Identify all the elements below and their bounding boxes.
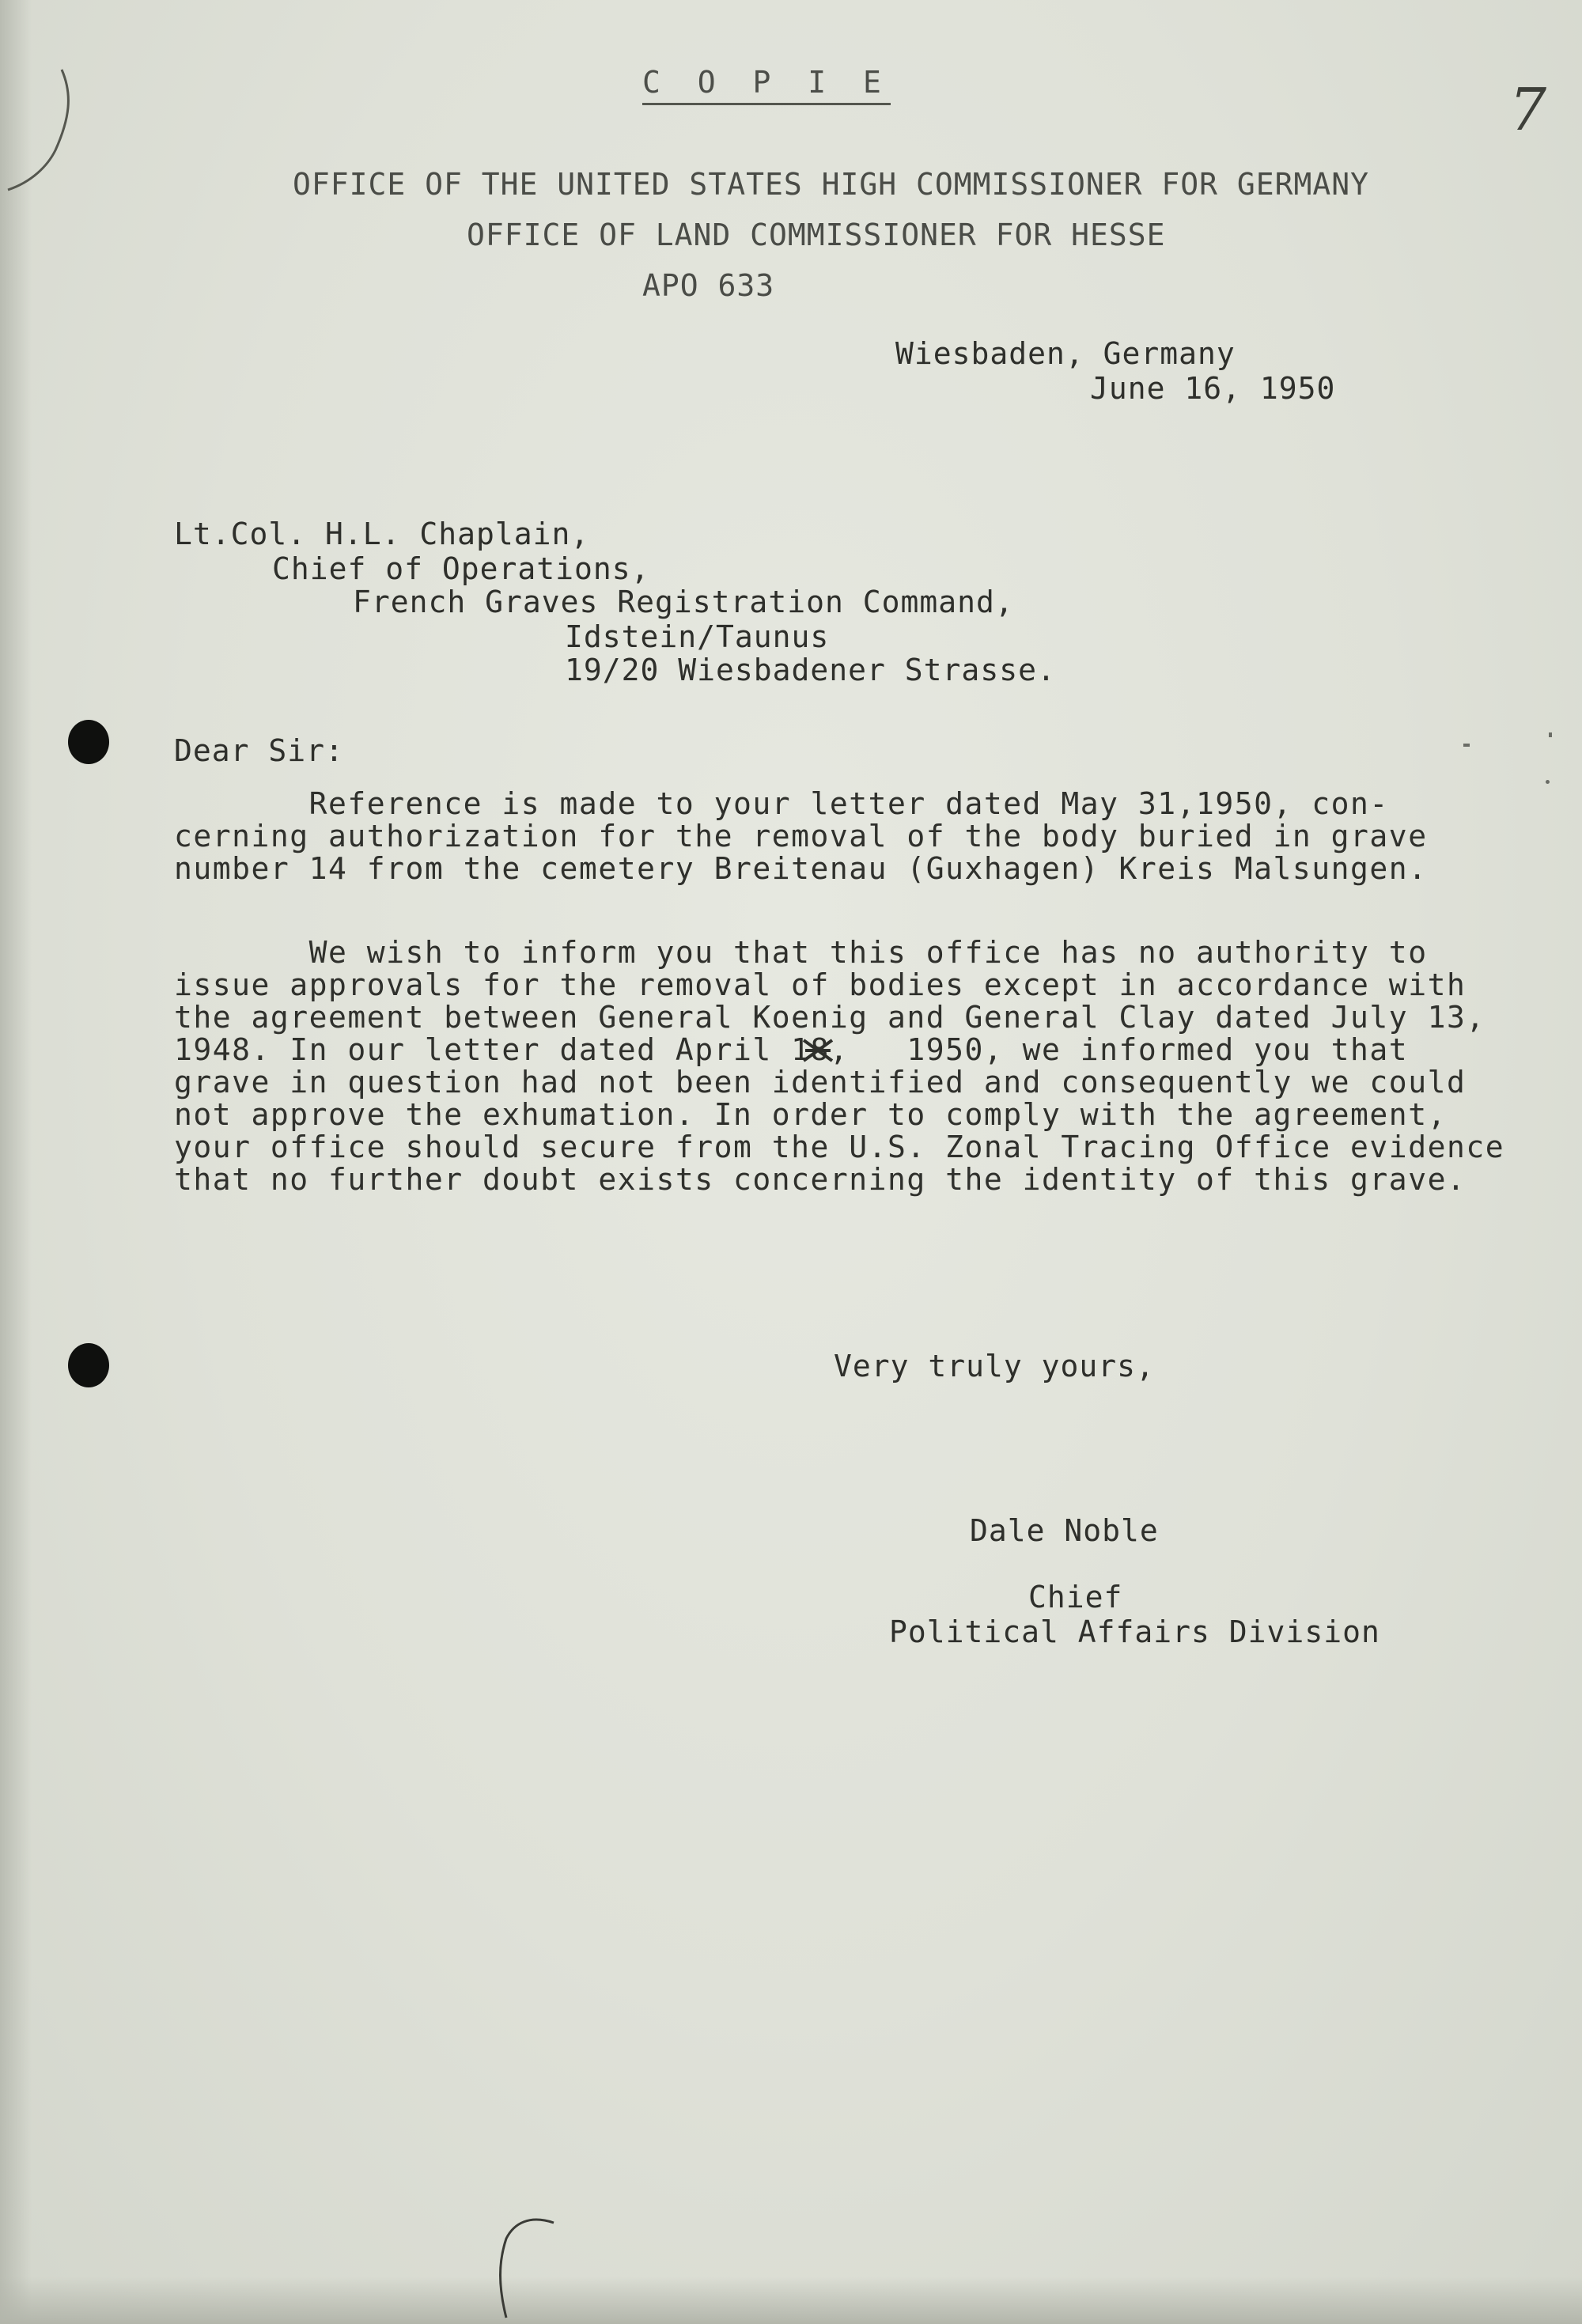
torn-edge-mark — [0, 63, 87, 206]
paragraph-2-line: that no further doubt exists concerning the identity of this grave. — [174, 1162, 1467, 1197]
letterhead-line-3: APO 633 — [642, 268, 775, 303]
punch-hole-top — [68, 720, 109, 764]
recipient-name: Lt.Col. H.L. Chaplain, — [174, 517, 590, 551]
typed-overstrike-mark — [800, 1037, 835, 1065]
recipient-city: Idstein/Taunus — [565, 619, 830, 654]
letterhead-line-1: OFFICE OF THE UNITED STATES HIGH COMMISSIONER FOR GERMANY — [293, 167, 1370, 202]
paragraph-1-line: cerning authorization for the removal of the body buried in grave — [174, 819, 1428, 854]
signer-role: Chief — [1028, 1580, 1123, 1614]
paragraph-1-line: Reference is made to your letter dated May 31,1950, con- — [174, 786, 1389, 821]
paragraph-2-line: the agreement between General Koenig and General Clay dated July 13, — [174, 1000, 1485, 1035]
recipient-title: Chief of Operations, — [272, 551, 650, 586]
recipient-street: 19/20 Wiesbadener Strasse. — [565, 653, 1056, 687]
paragraph-1-line: number 14 from the cemetery Breitenau (Guxhagen) Kreis Malsungen. — [174, 851, 1428, 886]
paragraph-2-line: your office should secure from the U.S. Zonal Tracing Office evidence — [174, 1130, 1505, 1164]
copie-heading: C O P I E — [642, 65, 891, 105]
paragraph-2-line: grave in question had not been identified and consequently we could — [174, 1065, 1467, 1100]
paragraph-2-line: issue approvals for the removal of bodies except in accordance with — [174, 967, 1467, 1002]
paragraph-2-line: not approve the exhumation. In order to comply with the agreement, — [174, 1097, 1447, 1132]
recipient-organization: French Graves Registration Command, — [353, 585, 1014, 619]
speck — [1549, 732, 1552, 737]
paper-tear-mark — [483, 2199, 609, 2324]
paragraph-2-line: We wish to inform you that this office has no authority to — [174, 935, 1428, 970]
letterhead-line-2: OFFICE OF LAND COMMISSIONER FOR HESSE — [467, 218, 1166, 252]
speck — [1546, 780, 1550, 784]
paper-bottom-shadow — [0, 2277, 1582, 2324]
salutation: Dear Sir: — [174, 733, 344, 768]
paper-edge-shadow — [0, 0, 32, 2324]
dateline-date: June 16, 1950 — [1090, 371, 1336, 406]
page-number: 7 — [1509, 76, 1547, 144]
dateline-place: Wiesbaden, Germany — [895, 336, 1236, 371]
speck — [1463, 744, 1470, 747]
paragraph-2-line: 1948. In our letter dated April 18, 1950, we informed you that — [174, 1032, 1409, 1067]
punch-hole-bottom — [68, 1343, 109, 1387]
complimentary-close: Very truly yours, — [834, 1349, 1155, 1383]
signer-division: Political Affairs Division — [889, 1614, 1380, 1649]
signer-name: Dale Noble — [970, 1513, 1159, 1548]
